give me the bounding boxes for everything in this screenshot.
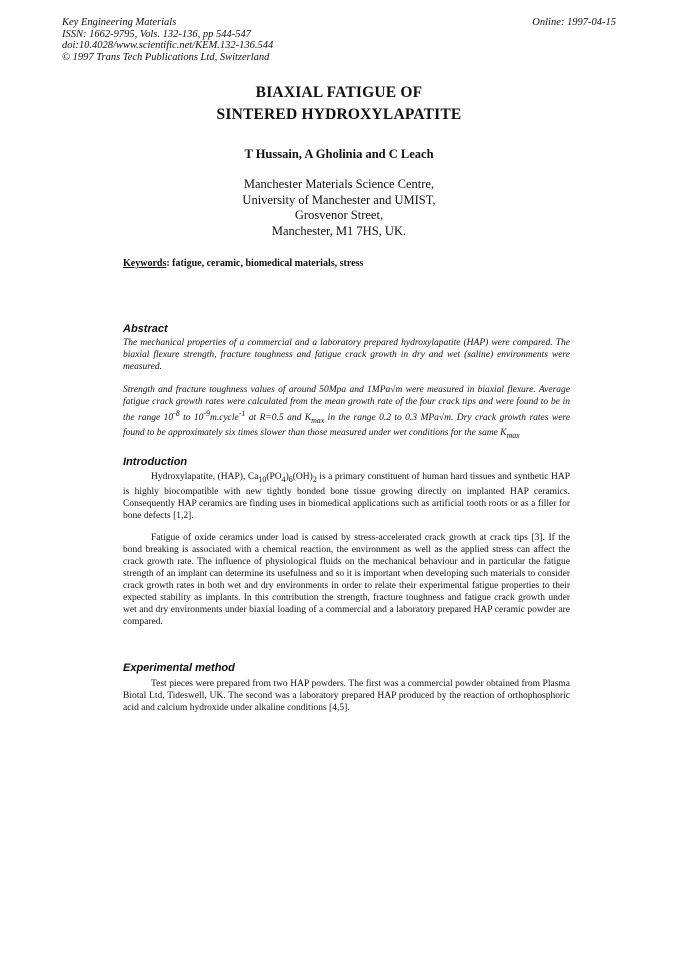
doi-line: doi:10.4028/www.scientific.net/KEM.132-136.544 [62, 40, 274, 51]
affiliation-line-2: University of Manchester and UMIST, [242, 192, 436, 207]
copyright-line: © 1997 Trans Tech Publications Ltd, Switzerland [62, 51, 270, 63]
keywords-text: : fatigue, ceramic, biomedical materials, stress [166, 258, 364, 269]
keywords-label: Keywords [123, 258, 167, 269]
online-date: Online: 1997-04-15 [532, 17, 616, 28]
experimental-heading: Experimental method [123, 662, 235, 674]
journal-name: Key Engineering Materials [62, 17, 177, 28]
introduction-heading: Introduction [123, 456, 188, 468]
abstract-heading: Abstract [123, 323, 168, 335]
introduction-paragraph-1: Hydroxylapatite, (HAP), $Ca_{10}(PO_4)_6(OH)_2$ is a primary constituent of human hard tissues and synthetic HAP is highly biocompatible with new tightly bonded bone tissue growing directly on implanted HAP ceramics. Consequently HAP ceramics are finding uses in biomedical applications such as artificial tooth roots or as a filler for bone defects [1,2]. [123, 472, 570, 521]
paper-title [0, 82, 678, 126]
abstract-paragraph-2: Strength and fracture toughness values of around 50Mpa and 1MPa√m were measured in biaxial flexure. Average fatigue crack growth rates were calculated from the mean growth rate of the four crack tips and were found to be in the range $10^{-8}$ to $10^{-9}m.cycle^{-1}$ at R=0.5 and $K_{max}$ in the range 0.2 to 0.3 MPa√m. Dry crack growth rates were found to be approximately six times slower than those measured under wet conditions for the same $K_{max}$ [123, 385, 570, 440]
authors: T Hussain, A Gholinia and C Leach [244, 147, 434, 161]
experimental-paragraph-1: Test pieces were prepared from two HAP powders. The first was a commercial powder obtained from Plasma Biotal Ltd, Tideswell, UK. The second was a laboratory prepared HAP produced by the reaction of orthophosphoric acid and calcium hydroxide under alkaline conditions [4,5]. [123, 679, 570, 713]
journal-metadata [62, 17, 273, 63]
affiliation-line-1: Manchester Materials Science Centre, [243, 177, 435, 191]
title-line-2: SINTERED HYDROXYLAPATITE [216, 106, 462, 123]
abstract-paragraph-1: The mechanical properties of a commercial and a laboratory prepared hydroxylapatite (HAP) were compared. The biaxial flexure strength, fracture toughness and fatigue crack growth in dry and wet (saline) environments were measured. [123, 338, 570, 372]
affiliation [0, 177, 678, 239]
issn-line: ISSN: 1662-9795, Vols. 132-136, pp 544-547 [62, 28, 251, 40]
affiliation-line-4: Manchester, M1 7HS, UK. [271, 223, 407, 238]
title-line-1: BIAXIAL FATIGUE OF [255, 84, 423, 101]
introduction-paragraph-2: Fatigue of oxide ceramics under load is caused by stress-accelerated crack growth at crack tips [3]. If the bond breaking is associated with a chemical reaction, the environment as well as the applied stress can affect the crack growth rate. The influence of physiological fluids on the mechanical behaviour and in particular the fatigue strength of an implant can determine its usefulness and so it is important when developing such materials to consider crack growth rates in both wet and dry environments in order to relate their experimental fatigue properties to their expected stability as implants. In this contribution the strength, fracture toughness and fatigue crack growth under wet and dry environments under biaxial loading of a commercial and a laboratory prepared HAP ceramic powder are compared. [123, 533, 570, 627]
affiliation-line-3: Grosvenor Street, [294, 208, 384, 222]
keywords [123, 258, 363, 269]
